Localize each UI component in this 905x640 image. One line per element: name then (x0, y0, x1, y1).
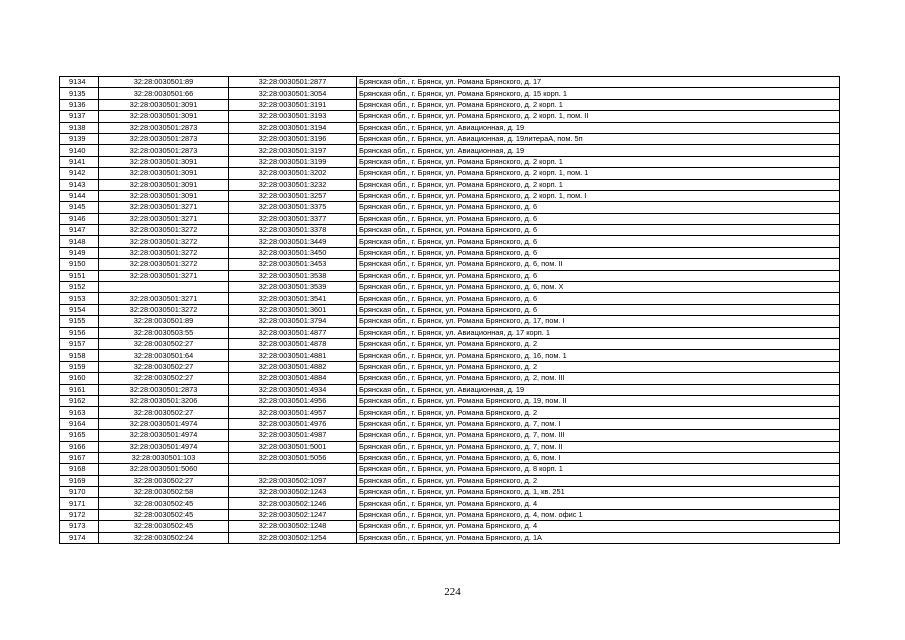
parent-cadastral-cell: 32:28:0030501:3272 (99, 304, 229, 315)
table-row (60, 430, 840, 441)
address-cell: Брянская обл., г. Брянск, ул. Романа Брянского, д. 2 корп. 1, пом. 1 (357, 168, 840, 179)
table-row (60, 418, 840, 429)
address-cell: Брянская обл., г. Брянск, ул. Романа Брянского, д. 6 (357, 293, 840, 304)
address-cell: Брянская обл., г. Брянск, ул. Романа Брянского, д. 6 (357, 202, 840, 213)
table-row (60, 350, 840, 361)
row-number-cell: 9164 (60, 418, 99, 429)
row-number-cell: 9147 (60, 225, 99, 236)
cadastral-number-cell: 32:28:0030501:3054 (229, 88, 357, 99)
parent-cadastral-cell: 32:28:0030501:2873 (99, 145, 229, 156)
address-cell: Брянская обл., г. Брянск, ул. Романа Брянского, д. 2 корп. 1 (357, 99, 840, 110)
parent-cadastral-cell: 32:28:0030502:24 (99, 532, 229, 543)
parent-cadastral-cell: 32:28:0030502:27 (99, 475, 229, 486)
row-number-cell: 9135 (60, 88, 99, 99)
table-row (60, 259, 840, 270)
parent-cadastral-cell: 32:28:0030502:45 (99, 509, 229, 520)
table-row (60, 316, 840, 327)
address-cell: Брянская обл., г. Брянск, ул. Романа Брянского, д. 17 (357, 77, 840, 88)
address-cell: Брянская обл., г. Брянск, ул. Романа Брянского, д. 4, пом. офис 1 (357, 509, 840, 520)
row-number-cell: 9139 (60, 133, 99, 144)
table-row (60, 441, 840, 452)
address-cell: Брянская обл., г. Брянск, ул. Романа Брянского, д. 2, пом. III (357, 373, 840, 384)
cadastral-number-cell: 32:28:0030501:4877 (229, 327, 357, 338)
cadastral-number-cell: 32:28:0030501:3202 (229, 168, 357, 179)
cadastral-number-cell: 32:28:0030501:3378 (229, 225, 357, 236)
address-cell: Брянская обл., г. Брянск, ул. Романа Брянского, д. 2 корп. 1 (357, 156, 840, 167)
table-row (60, 179, 840, 190)
parent-cadastral-cell: 32:28:0030501:3272 (99, 259, 229, 270)
parent-cadastral-cell: 32:28:0030502:27 (99, 407, 229, 418)
address-cell: Брянская обл., г. Брянск, ул. Романа Брянского, д. 6 (357, 225, 840, 236)
address-cell: Брянская обл., г. Брянск, ул. Авиационная, д. 19литераА, пом. 5п (357, 133, 840, 144)
parent-cadastral-cell: 32:28:0030502:45 (99, 498, 229, 509)
address-cell: Брянская обл., г. Брянск, ул. Романа Брянского, д. 6 (357, 270, 840, 281)
table-row (60, 327, 840, 338)
row-number-cell: 9137 (60, 111, 99, 122)
address-cell: Брянская обл., г. Брянск, ул. Романа Брянского, д. 2 (357, 407, 840, 418)
row-number-cell: 9173 (60, 521, 99, 532)
cadastral-number-cell: 32:28:0030501:3193 (229, 111, 357, 122)
cadastral-number-cell: 32:28:0030501:4884 (229, 373, 357, 384)
row-number-cell: 9145 (60, 202, 99, 213)
table-row (60, 77, 840, 88)
cadastral-number-cell: 32:28:0030501:3196 (229, 133, 357, 144)
address-cell: Брянская обл., г. Брянск, ул. Романа Брянского, д. 6, пом. I (357, 452, 840, 463)
cadastral-number-cell: 32:28:0030501:3453 (229, 259, 357, 270)
table-row (60, 213, 840, 224)
parent-cadastral-cell: 32:28:0030501:3272 (99, 225, 229, 236)
row-number-cell: 9167 (60, 452, 99, 463)
cadastral-number-cell: 32:28:0030501:3377 (229, 213, 357, 224)
parent-cadastral-cell: 32:28:0030501:66 (99, 88, 229, 99)
row-number-cell: 9161 (60, 384, 99, 395)
parent-cadastral-cell: 32:28:0030501:64 (99, 350, 229, 361)
row-number-cell: 9152 (60, 282, 99, 293)
row-number-cell: 9155 (60, 316, 99, 327)
cadastral-number-cell: 32:28:0030501:3232 (229, 179, 357, 190)
address-cell: Брянская обл., г. Брянск, ул. Романа Брянского, д. 6 (357, 247, 840, 258)
parent-cadastral-cell: 32:28:0030501:3091 (99, 179, 229, 190)
address-cell: Брянская обл., г. Брянск, ул. Романа Брянского, д. 7, пом. I (357, 418, 840, 429)
cadastral-number-cell: 32:28:0030501:4956 (229, 395, 357, 406)
parent-cadastral-cell: 32:28:0030501:3272 (99, 247, 229, 258)
table-row (60, 521, 840, 532)
row-number-cell: 9159 (60, 361, 99, 372)
cadastral-number-cell: 32:28:0030501:3375 (229, 202, 357, 213)
parent-cadastral-cell: 32:28:0030501:89 (99, 77, 229, 88)
table-row (60, 270, 840, 281)
parent-cadastral-cell: 32:28:0030501:4974 (99, 418, 229, 429)
table-row (60, 532, 840, 543)
parent-cadastral-cell: 32:28:0030501:3091 (99, 190, 229, 201)
cadastral-number-cell: 32:28:0030501:4881 (229, 350, 357, 361)
row-number-cell: 9168 (60, 464, 99, 475)
address-cell: Брянская обл., г. Брянск, ул. Романа Брянского, д. 4 (357, 521, 840, 532)
cadastral-number-cell: 32:28:0030501:3194 (229, 122, 357, 133)
address-cell: Брянская обл., г. Брянск, ул. Романа Брянского, д. 2 корп. 1, пом. I (357, 190, 840, 201)
table-row (60, 168, 840, 179)
row-number-cell: 9142 (60, 168, 99, 179)
address-cell: Брянская обл., г. Брянск, ул. Романа Брянского, д. 8 корп. 1 (357, 464, 840, 475)
address-cell: Брянская обл., г. Брянск, ул. Романа Брянского, д. 2 корп. 1 (357, 179, 840, 190)
table-row (60, 282, 840, 293)
row-number-cell: 9169 (60, 475, 99, 486)
parent-cadastral-cell: 32:28:0030501:4974 (99, 441, 229, 452)
parent-cadastral-cell: 32:28:0030501:3091 (99, 168, 229, 179)
row-number-cell: 9165 (60, 430, 99, 441)
address-cell: Брянская обл., г. Брянск, ул. Романа Брянского, д. 1, кв. 251 (357, 487, 840, 498)
page-number: 224 (444, 586, 461, 598)
row-number-cell: 9150 (60, 259, 99, 270)
parent-cadastral-cell: 32:28:0030502:27 (99, 373, 229, 384)
table-row (60, 464, 840, 475)
row-number-cell: 9149 (60, 247, 99, 258)
row-number-cell: 9140 (60, 145, 99, 156)
cadastral-number-cell: 32:28:0030501:3199 (229, 156, 357, 167)
cadastral-number-cell: 32:28:0030502:1247 (229, 509, 357, 520)
cadastral-number-cell: 32:28:0030501:3197 (229, 145, 357, 156)
address-cell: Брянская обл., г. Брянск, ул. Романа Брянского, д. 7, пом. III (357, 430, 840, 441)
row-number-cell: 9151 (60, 270, 99, 281)
address-cell: Брянская обл., г. Брянск, ул. Романа Брянского, д. 2 (357, 338, 840, 349)
cadastral-number-cell: 32:28:0030501:3257 (229, 190, 357, 201)
row-number-cell: 9172 (60, 509, 99, 520)
cadastral-number-cell: 32:28:0030501:4878 (229, 338, 357, 349)
address-cell: Брянская обл., г. Брянск, ул. Романа Брянского, д. 6 (357, 213, 840, 224)
row-number-cell: 9158 (60, 350, 99, 361)
parent-cadastral-cell: 32:28:0030501:5060 (99, 464, 229, 475)
table-row (60, 236, 840, 247)
row-number-cell: 9144 (60, 190, 99, 201)
cadastral-number-cell: 32:28:0030501:3794 (229, 316, 357, 327)
cadastral-number-cell: 32:28:0030501:3539 (229, 282, 357, 293)
cadastral-number-cell: 32:28:0030501:2877 (229, 77, 357, 88)
parent-cadastral-cell: 32:28:0030502:27 (99, 361, 229, 372)
table-row (60, 122, 840, 133)
table-row (60, 452, 840, 463)
cadastral-number-cell: 32:28:0030501:4987 (229, 430, 357, 441)
row-number-cell: 9171 (60, 498, 99, 509)
table-row (60, 99, 840, 110)
row-number-cell: 9134 (60, 77, 99, 88)
address-cell: Брянская обл., г. Брянск, ул. Романа Брянского, д. 7, пом. II (357, 441, 840, 452)
table-row (60, 509, 840, 520)
cadastral-number-cell: 32:28:0030501:3541 (229, 293, 357, 304)
table-row (60, 361, 840, 372)
cadastral-number-cell: 32:28:0030502:1254 (229, 532, 357, 543)
table-row (60, 247, 840, 258)
row-number-cell: 9153 (60, 293, 99, 304)
cadastral-number-cell: 32:28:0030501:4957 (229, 407, 357, 418)
row-number-cell: 9174 (60, 532, 99, 543)
table-row (60, 293, 840, 304)
table-row (60, 475, 840, 486)
parent-cadastral-cell: 32:28:0030501:2873 (99, 122, 229, 133)
address-cell: Брянская обл., г. Брянск, ул. Романа Брянского, д. 6 (357, 304, 840, 315)
parent-cadastral-cell: 32:28:0030501:3271 (99, 202, 229, 213)
parent-cadastral-cell: 32:28:0030503:55 (99, 327, 229, 338)
row-number-cell: 9154 (60, 304, 99, 315)
cadastral-number-cell: 32:28:0030502:1097 (229, 475, 357, 486)
table-row (60, 190, 840, 201)
address-cell: Брянская обл., г. Брянск, ул. Авиационная, д. 17 корп. 1 (357, 327, 840, 338)
address-cell: Брянская обл., г. Брянск, ул. Романа Брянского, д. 6, пом. II (357, 259, 840, 270)
address-cell: Брянская обл., г. Брянск, ул. Романа Брянского, д. 16, пом. 1 (357, 350, 840, 361)
address-cell: Брянская обл., г. Брянск, ул. Романа Брянского, д. 1А (357, 532, 840, 543)
address-cell: Брянская обл., г. Брянск, ул. Романа Брянского, д. 6, пом. X (357, 282, 840, 293)
table-row (60, 111, 840, 122)
cadastral-number-cell: 32:28:0030502:1243 (229, 487, 357, 498)
cadastral-number-cell: 32:28:0030501:3601 (229, 304, 357, 315)
parent-cadastral-cell: 32:28:0030501:3091 (99, 111, 229, 122)
row-number-cell: 9146 (60, 213, 99, 224)
parent-cadastral-cell: 32:28:0030501:103 (99, 452, 229, 463)
row-number-cell: 9162 (60, 395, 99, 406)
address-cell: Брянская обл., г. Брянск, ул. Романа Брянского, д. 4 (357, 498, 840, 509)
address-cell: Брянская обл., г. Брянск, ул. Романа Брянского, д. 2 (357, 475, 840, 486)
row-number-cell: 9156 (60, 327, 99, 338)
table-row (60, 338, 840, 349)
cadastral-number-cell: 32:28:0030502:1246 (229, 498, 357, 509)
address-cell: Брянская обл., г. Брянск, ул. Авиационная, д. 19 (357, 384, 840, 395)
parent-cadastral-cell: 32:28:0030501:2873 (99, 133, 229, 144)
table-row (60, 133, 840, 144)
address-cell: Брянская обл., г. Брянск, ул. Романа Брянского, д. 15 корп. 1 (357, 88, 840, 99)
address-cell: Брянская обл., г. Брянск, ул. Романа Брянского, д. 17, пом. I (357, 316, 840, 327)
cadastral-number-cell: 32:28:0030501:3450 (229, 247, 357, 258)
table-row (60, 498, 840, 509)
row-number-cell: 9136 (60, 99, 99, 110)
cadastral-number-cell: 32:28:0030501:4934 (229, 384, 357, 395)
parent-cadastral-cell: 32:28:0030501:3091 (99, 156, 229, 167)
parent-cadastral-cell: 32:28:0030501:3271 (99, 270, 229, 281)
parent-cadastral-cell: 32:28:0030501:3271 (99, 293, 229, 304)
cadastral-number-cell: 32:28:0030501:3538 (229, 270, 357, 281)
table-row (60, 373, 840, 384)
table-row (60, 407, 840, 418)
row-number-cell: 9170 (60, 487, 99, 498)
table-body (60, 77, 840, 544)
row-number-cell: 9141 (60, 156, 99, 167)
table-row (60, 145, 840, 156)
row-number-cell: 9138 (60, 122, 99, 133)
address-cell: Брянская обл., г. Брянск, ул. Авиационная, д. 19 (357, 145, 840, 156)
address-cell: Брянская обл., г. Брянск, ул. Романа Брянского, д. 19, пом. II (357, 395, 840, 406)
row-number-cell: 9148 (60, 236, 99, 247)
cadastral-number-cell: 32:28:0030501:3191 (229, 99, 357, 110)
cadastral-number-cell: 32:28:0030501:4976 (229, 418, 357, 429)
table-row (60, 487, 840, 498)
row-number-cell: 9160 (60, 373, 99, 384)
table-row (60, 304, 840, 315)
parent-cadastral-cell (99, 282, 229, 293)
parent-cadastral-cell: 32:28:0030501:4974 (99, 430, 229, 441)
row-number-cell: 9143 (60, 179, 99, 190)
parent-cadastral-cell: 32:28:0030501:3271 (99, 213, 229, 224)
parent-cadastral-cell: 32:28:0030501:3206 (99, 395, 229, 406)
parent-cadastral-cell: 32:28:0030501:2873 (99, 384, 229, 395)
row-number-cell: 9157 (60, 338, 99, 349)
cadastral-number-cell: 32:28:0030501:5001 (229, 441, 357, 452)
row-number-cell: 9163 (60, 407, 99, 418)
address-cell: Брянская обл., г. Брянск, ул. Романа Брянского, д. 6 (357, 236, 840, 247)
address-cell: Брянская обл., г. Брянск, ул. Авиационная, д. 19 (357, 122, 840, 133)
cadastral-table (59, 76, 840, 544)
cadastral-number-cell: 32:28:0030501:4882 (229, 361, 357, 372)
table-row (60, 156, 840, 167)
parent-cadastral-cell: 32:28:0030501:3272 (99, 236, 229, 247)
cadastral-number-cell: 32:28:0030502:1248 (229, 521, 357, 532)
table-row (60, 202, 840, 213)
address-cell: Брянская обл., г. Брянск, ул. Романа Брянского, д. 2 (357, 361, 840, 372)
table-row (60, 88, 840, 99)
table-row (60, 395, 840, 406)
address-cell: Брянская обл., г. Брянск, ул. Романа Брянского, д. 2 корп. 1, пом. II (357, 111, 840, 122)
cadastral-number-cell: 32:28:0030501:3449 (229, 236, 357, 247)
parent-cadastral-cell: 32:28:0030501:89 (99, 316, 229, 327)
cadastral-number-cell: 32:28:0030501:5056 (229, 452, 357, 463)
parent-cadastral-cell: 32:28:0030502:45 (99, 521, 229, 532)
table-row (60, 384, 840, 395)
cadastral-number-cell (229, 464, 357, 475)
row-number-cell: 9166 (60, 441, 99, 452)
parent-cadastral-cell: 32:28:0030502:58 (99, 487, 229, 498)
parent-cadastral-cell: 32:28:0030501:3091 (99, 99, 229, 110)
parent-cadastral-cell: 32:28:0030502:27 (99, 338, 229, 349)
table-row (60, 225, 840, 236)
